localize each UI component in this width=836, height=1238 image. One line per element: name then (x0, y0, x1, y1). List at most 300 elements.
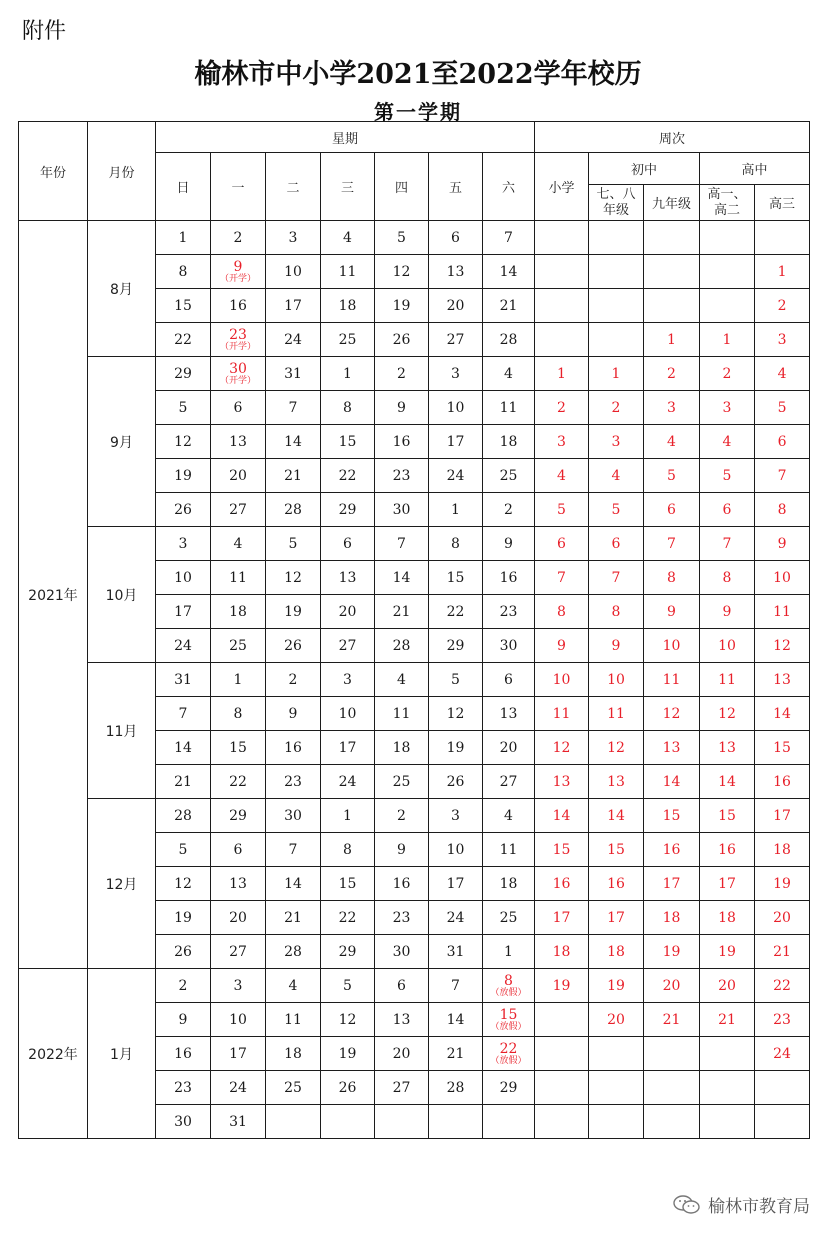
day-number: 13 (446, 263, 465, 280)
day-cell-sat (483, 323, 535, 357)
month-cell: 1月 (88, 969, 156, 1139)
week-number-grade-12 (755, 1105, 810, 1139)
day-cell-sun (156, 833, 211, 867)
day-cell-mon (211, 289, 266, 323)
day-cell-mon (211, 833, 266, 867)
day-cell-tue (266, 799, 321, 833)
day-cell-fri (429, 1037, 483, 1071)
day-cell-thu (375, 935, 429, 969)
day-cell-wed (321, 867, 375, 901)
day-number: 20 (392, 1045, 411, 1062)
day-number: 5 (288, 535, 298, 552)
day-number: 17 (284, 297, 302, 314)
day-cell-tue (266, 357, 321, 391)
day-number: 9 (504, 535, 513, 552)
day-number: 11 (499, 841, 518, 858)
day-number: 13 (229, 875, 247, 892)
day-cell-thu (375, 1003, 429, 1037)
day-number: 12 (174, 875, 192, 892)
day-number: 25 (392, 773, 411, 790)
week-number-grade-7-8 (589, 255, 644, 289)
week-number-grade-7-8: 9 (589, 629, 644, 663)
day-cell-thu (375, 1037, 429, 1071)
day-number: 31 (446, 943, 465, 960)
day-number: 28 (284, 943, 302, 960)
day-cell-wed (321, 391, 375, 425)
day-cell-sun (156, 901, 211, 935)
day-number: 17 (446, 875, 465, 892)
day-number: 23 (392, 467, 411, 484)
week-number-grade-9: 7 (644, 527, 700, 561)
week-number-grade-9 (644, 1071, 700, 1105)
day-cell-sat (483, 799, 535, 833)
day-cell-mon (211, 867, 266, 901)
day-number: 22 (338, 467, 357, 484)
day-cell-tue (266, 527, 321, 561)
day-number: 4 (504, 365, 513, 382)
week-number-grade-9: 21 (644, 1003, 700, 1037)
grade-10-11-header (700, 185, 755, 221)
day-cell-fri (429, 221, 483, 255)
week-number-grade-9: 16 (644, 833, 700, 867)
day-cell-tue (266, 459, 321, 493)
day-cell-sun (156, 561, 211, 595)
day-number: 21 (284, 909, 302, 926)
day-number: 10 (284, 263, 302, 280)
day-cell-wed (321, 901, 375, 935)
day-number: 14 (499, 263, 518, 280)
week-number-primary: 14 (535, 799, 589, 833)
day-number: 18 (284, 1045, 302, 1062)
day-cell-fri (429, 1105, 483, 1139)
week-number-grade-7-8: 10 (589, 663, 644, 697)
day-cell-wed (321, 595, 375, 629)
day-number: 14 (284, 433, 302, 450)
week-number-grade-10-11: 14 (700, 765, 755, 799)
day-number: 29 (338, 501, 357, 518)
week-number-grade-10-11 (700, 1105, 755, 1139)
day-number: 5 (178, 399, 188, 416)
day-cell-sat (483, 1003, 535, 1037)
day-number: 3 (451, 807, 460, 824)
day-cell-wed (321, 425, 375, 459)
week-number-grade-9: 11 (644, 663, 700, 697)
weekday-header-sat: 六 (483, 153, 535, 221)
day-number: 15 (174, 297, 192, 314)
day-cell-thu (375, 493, 429, 527)
day-cell-mon (211, 799, 266, 833)
day-cell-sat (483, 527, 535, 561)
day-number: 20 (229, 467, 247, 484)
week-number-grade-7-8: 16 (589, 867, 644, 901)
weekday-header-thu: 四 (375, 153, 429, 221)
day-number: 30 (229, 360, 247, 377)
week-number-grade-9 (644, 255, 700, 289)
day-cell-sun (156, 527, 211, 561)
day-cell-fri (429, 323, 483, 357)
day-number: 6 (504, 671, 513, 688)
day-number: 16 (499, 569, 518, 586)
day-number: 19 (174, 467, 192, 484)
day-cell-mon (211, 357, 266, 391)
day-cell-wed (321, 459, 375, 493)
grade-12-header: 高三 (755, 185, 810, 221)
day-cell-thu (375, 527, 429, 561)
week-number-grade-9: 4 (644, 425, 700, 459)
day-cell-mon (211, 391, 266, 425)
week-number-primary (535, 1105, 589, 1139)
day-cell-sun (156, 391, 211, 425)
day-cell-fri (429, 595, 483, 629)
day-number: 24 (229, 1079, 247, 1096)
page-title: 榆林市中小学2021至2022学年校历 (194, 59, 642, 90)
senior-high-header: 高中 (700, 153, 810, 185)
day-cell-thu (375, 731, 429, 765)
week-number-grade-10-11 (700, 1037, 755, 1071)
week-number-grade-10-11: 11 (700, 663, 755, 697)
day-number: 6 (343, 535, 352, 552)
day-cell-wed (321, 1105, 375, 1139)
day-number: 12 (392, 263, 411, 280)
day-cell-mon (211, 629, 266, 663)
day-number: 31 (174, 671, 192, 688)
day-cell-sat (483, 629, 535, 663)
day-cell-tue (266, 1071, 321, 1105)
day-cell-sat (483, 833, 535, 867)
week-number-primary (535, 1071, 589, 1105)
day-number: 8 (451, 535, 460, 552)
week-number-grade-12: 1 (755, 255, 810, 289)
day-number: 24 (174, 637, 192, 654)
day-cell-fri (429, 1071, 483, 1105)
day-number: 7 (288, 841, 298, 858)
day-number: 8 (178, 263, 188, 280)
day-number: 6 (233, 399, 243, 416)
week-number-grade-9 (644, 1037, 700, 1071)
day-cell-mon (211, 493, 266, 527)
day-cell-sun (156, 1037, 211, 1071)
week-number-grade-7-8: 19 (589, 969, 644, 1003)
day-cell-thu (375, 629, 429, 663)
day-cell-wed (321, 1071, 375, 1105)
week-number-grade-12 (755, 221, 810, 255)
day-cell-fri (429, 1003, 483, 1037)
day-cell-tue (266, 1003, 321, 1037)
week-number-grade-9: 13 (644, 731, 700, 765)
day-number: 30 (392, 501, 411, 518)
day-number: 3 (288, 229, 298, 246)
calendar-week-row (19, 527, 810, 561)
day-cell-fri (429, 663, 483, 697)
day-cell-tue (266, 697, 321, 731)
day-number: 18 (392, 739, 411, 756)
day-cell-thu (375, 765, 429, 799)
week-number-grade-7-8: 4 (589, 459, 644, 493)
day-cell-thu (375, 833, 429, 867)
day-cell-mon (211, 323, 266, 357)
week-number-grade-12: 15 (755, 731, 810, 765)
week-number-grade-10-11: 19 (700, 935, 755, 969)
week-number-grade-7-8: 7 (589, 561, 644, 595)
school-calendar-table (18, 121, 810, 1139)
day-cell-sat (483, 867, 535, 901)
attachment-label: 附件 (22, 19, 67, 44)
week-number-grade-10-11: 16 (700, 833, 755, 867)
day-cell-thu (375, 459, 429, 493)
week-number-primary: 1 (535, 357, 589, 391)
week-number-grade-10-11 (700, 289, 755, 323)
week-number-grade-10-11: 2 (700, 357, 755, 391)
day-number: 9 (397, 841, 406, 858)
week-number-primary: 10 (535, 663, 589, 697)
day-number: 20 (446, 297, 465, 314)
day-cell-mon (211, 1037, 266, 1071)
week-number-grade-9: 12 (644, 697, 700, 731)
day-number: 8 (504, 972, 513, 989)
day-cell-sun (156, 357, 211, 391)
day-number: 3 (233, 977, 243, 994)
week-number-grade-12: 20 (755, 901, 810, 935)
day-number: 24 (446, 467, 465, 484)
day-number: 29 (338, 943, 357, 960)
day-cell-tue (266, 901, 321, 935)
week-number-grade-10-11: 8 (700, 561, 755, 595)
day-cell-sat (483, 391, 535, 425)
day-cell-sun (156, 595, 211, 629)
week-number-grade-10-11: 15 (700, 799, 755, 833)
day-number: 8 (343, 399, 352, 416)
day-number: 14 (284, 875, 302, 892)
week-number-grade-7-8 (589, 1105, 644, 1139)
day-number: 30 (392, 943, 411, 960)
day-number: 9 (178, 1011, 188, 1028)
day-cell-tue (266, 323, 321, 357)
day-cell-sun (156, 765, 211, 799)
week-number-primary (535, 255, 589, 289)
day-number: 15 (446, 569, 465, 586)
school-start-note: （开学） (219, 341, 256, 352)
week-number-primary: 2 (535, 391, 589, 425)
week-number-grade-7-8: 6 (589, 527, 644, 561)
day-number: 27 (499, 773, 518, 790)
week-number-grade-12: 16 (755, 765, 810, 799)
day-number: 29 (446, 637, 465, 654)
day-number: 27 (229, 501, 247, 518)
day-cell-wed (321, 663, 375, 697)
day-cell-tue (266, 289, 321, 323)
day-cell-sat (483, 289, 535, 323)
day-cell-tue (266, 221, 321, 255)
week-number-grade-9: 1 (644, 323, 700, 357)
day-number: 1 (178, 229, 188, 246)
day-number: 21 (174, 773, 192, 790)
day-number: 11 (284, 1011, 302, 1028)
day-number: 20 (229, 909, 247, 926)
day-cell-fri (429, 867, 483, 901)
wechat-icon (672, 1194, 702, 1216)
day-number: 26 (174, 501, 192, 518)
day-cell-wed (321, 697, 375, 731)
day-cell-thu (375, 425, 429, 459)
day-cell-wed (321, 629, 375, 663)
day-number: 16 (284, 739, 302, 756)
day-cell-wed (321, 969, 375, 1003)
day-cell-mon (211, 731, 266, 765)
day-cell-thu (375, 1071, 429, 1105)
day-cell-thu (375, 697, 429, 731)
day-number: 8 (233, 705, 243, 722)
day-cell-fri (429, 493, 483, 527)
day-number: 27 (446, 331, 465, 348)
week-number-primary (535, 1037, 589, 1071)
day-cell-wed (321, 1003, 375, 1037)
week-number-grade-7-8 (589, 221, 644, 255)
week-number-primary: 3 (535, 425, 589, 459)
day-cell-fri (429, 935, 483, 969)
week-number-grade-12: 8 (755, 493, 810, 527)
grade-10-11-line2: 高二 (713, 202, 740, 218)
day-number: 7 (397, 535, 406, 552)
week-number-grade-10-11: 13 (700, 731, 755, 765)
day-number: 1 (504, 943, 513, 960)
calendar-week-row (19, 799, 810, 833)
day-number: 24 (338, 773, 357, 790)
grade-7-8-line2: 年级 (602, 202, 629, 218)
day-cell-thu (375, 357, 429, 391)
day-number: 15 (229, 739, 247, 756)
week-number-grade-12: 21 (755, 935, 810, 969)
day-number: 18 (499, 875, 518, 892)
month-cell: 12月 (88, 799, 156, 969)
day-number: 23 (174, 1079, 192, 1096)
day-number: 18 (338, 297, 357, 314)
day-cell-sat (483, 1037, 535, 1071)
week-number-grade-12: 13 (755, 663, 810, 697)
day-cell-thu (375, 391, 429, 425)
week-number-grade-7-8: 2 (589, 391, 644, 425)
week-number-grade-10-11: 17 (700, 867, 755, 901)
week-number-grade-7-8 (589, 289, 644, 323)
year-header: 年份 (19, 122, 88, 221)
day-cell-sun (156, 663, 211, 697)
week-number-grade-12: 12 (755, 629, 810, 663)
day-number: 8 (343, 841, 352, 858)
week-number-grade-10-11: 6 (700, 493, 755, 527)
day-cell-sat (483, 459, 535, 493)
day-number: 10 (338, 705, 357, 722)
day-cell-thu (375, 561, 429, 595)
day-number: 15 (499, 1006, 518, 1023)
day-cell-mon (211, 1071, 266, 1105)
week-number-grade-7-8: 5 (589, 493, 644, 527)
day-cell-wed (321, 765, 375, 799)
week-number-grade-7-8: 3 (589, 425, 644, 459)
source-label: 榆林市教育局 (708, 1197, 810, 1217)
day-cell-fri (429, 731, 483, 765)
week-number-grade-9: 3 (644, 391, 700, 425)
week-number-primary: 4 (535, 459, 589, 493)
month-cell: 9月 (88, 357, 156, 527)
day-cell-wed (321, 527, 375, 561)
day-cell-fri (429, 561, 483, 595)
week-number-grade-12: 4 (755, 357, 810, 391)
day-number: 25 (229, 637, 247, 654)
day-cell-mon (211, 697, 266, 731)
week-number-grade-7-8: 18 (589, 935, 644, 969)
day-number: 29 (229, 807, 247, 824)
day-cell-sun (156, 969, 211, 1003)
day-number: 21 (284, 467, 302, 484)
week-number-grade-10-11: 1 (700, 323, 755, 357)
week-number-grade-9: 17 (644, 867, 700, 901)
week-number-grade-10-11: 18 (700, 901, 755, 935)
day-number: 20 (499, 739, 518, 756)
week-number-grade-10-11: 12 (700, 697, 755, 731)
day-cell-fri (429, 799, 483, 833)
week-number-grade-7-8: 15 (589, 833, 644, 867)
month-cell: 10月 (88, 527, 156, 663)
week-number-primary: 8 (535, 595, 589, 629)
day-cell-sat (483, 765, 535, 799)
week-number-primary: 13 (535, 765, 589, 799)
day-number: 27 (338, 637, 357, 654)
week-number-grade-7-8: 1 (589, 357, 644, 391)
day-cell-sun (156, 221, 211, 255)
day-cell-sat (483, 663, 535, 697)
day-number: 10 (446, 399, 465, 416)
primary-school-header: 小学 (535, 153, 589, 221)
day-number: 22 (499, 1040, 518, 1057)
week-number-grade-9: 2 (644, 357, 700, 391)
day-cell-sun (156, 867, 211, 901)
day-cell-tue (266, 663, 321, 697)
day-number: 17 (174, 603, 192, 620)
day-cell-mon (211, 221, 266, 255)
week-number-primary (535, 221, 589, 255)
holiday-note: （放假） (490, 1021, 527, 1032)
day-cell-thu (375, 289, 429, 323)
day-number: 23 (229, 326, 247, 343)
day-cell-sat (483, 935, 535, 969)
day-number: 1 (343, 807, 352, 824)
day-number: 27 (229, 943, 247, 960)
day-cell-fri (429, 459, 483, 493)
day-number: 11 (392, 705, 411, 722)
day-number: 29 (174, 365, 192, 382)
week-number-grade-9 (644, 221, 700, 255)
day-cell-sun (156, 255, 211, 289)
day-cell-sat (483, 595, 535, 629)
day-number: 25 (284, 1079, 302, 1096)
day-cell-thu (375, 799, 429, 833)
day-cell-sat (483, 731, 535, 765)
day-cell-fri (429, 969, 483, 1003)
day-number: 1 (233, 671, 243, 688)
day-number: 2 (397, 365, 406, 382)
day-number: 4 (288, 977, 298, 994)
week-number-grade-12 (755, 1071, 810, 1105)
day-number: 21 (392, 603, 411, 620)
day-number: 22 (338, 909, 357, 926)
day-number: 13 (229, 433, 247, 450)
day-cell-sun (156, 1071, 211, 1105)
day-number: 6 (233, 841, 243, 858)
day-number: 28 (499, 331, 518, 348)
week-number-primary: 6 (535, 527, 589, 561)
day-number: 19 (392, 297, 411, 314)
day-number: 24 (284, 331, 302, 348)
day-number: 14 (174, 739, 192, 756)
